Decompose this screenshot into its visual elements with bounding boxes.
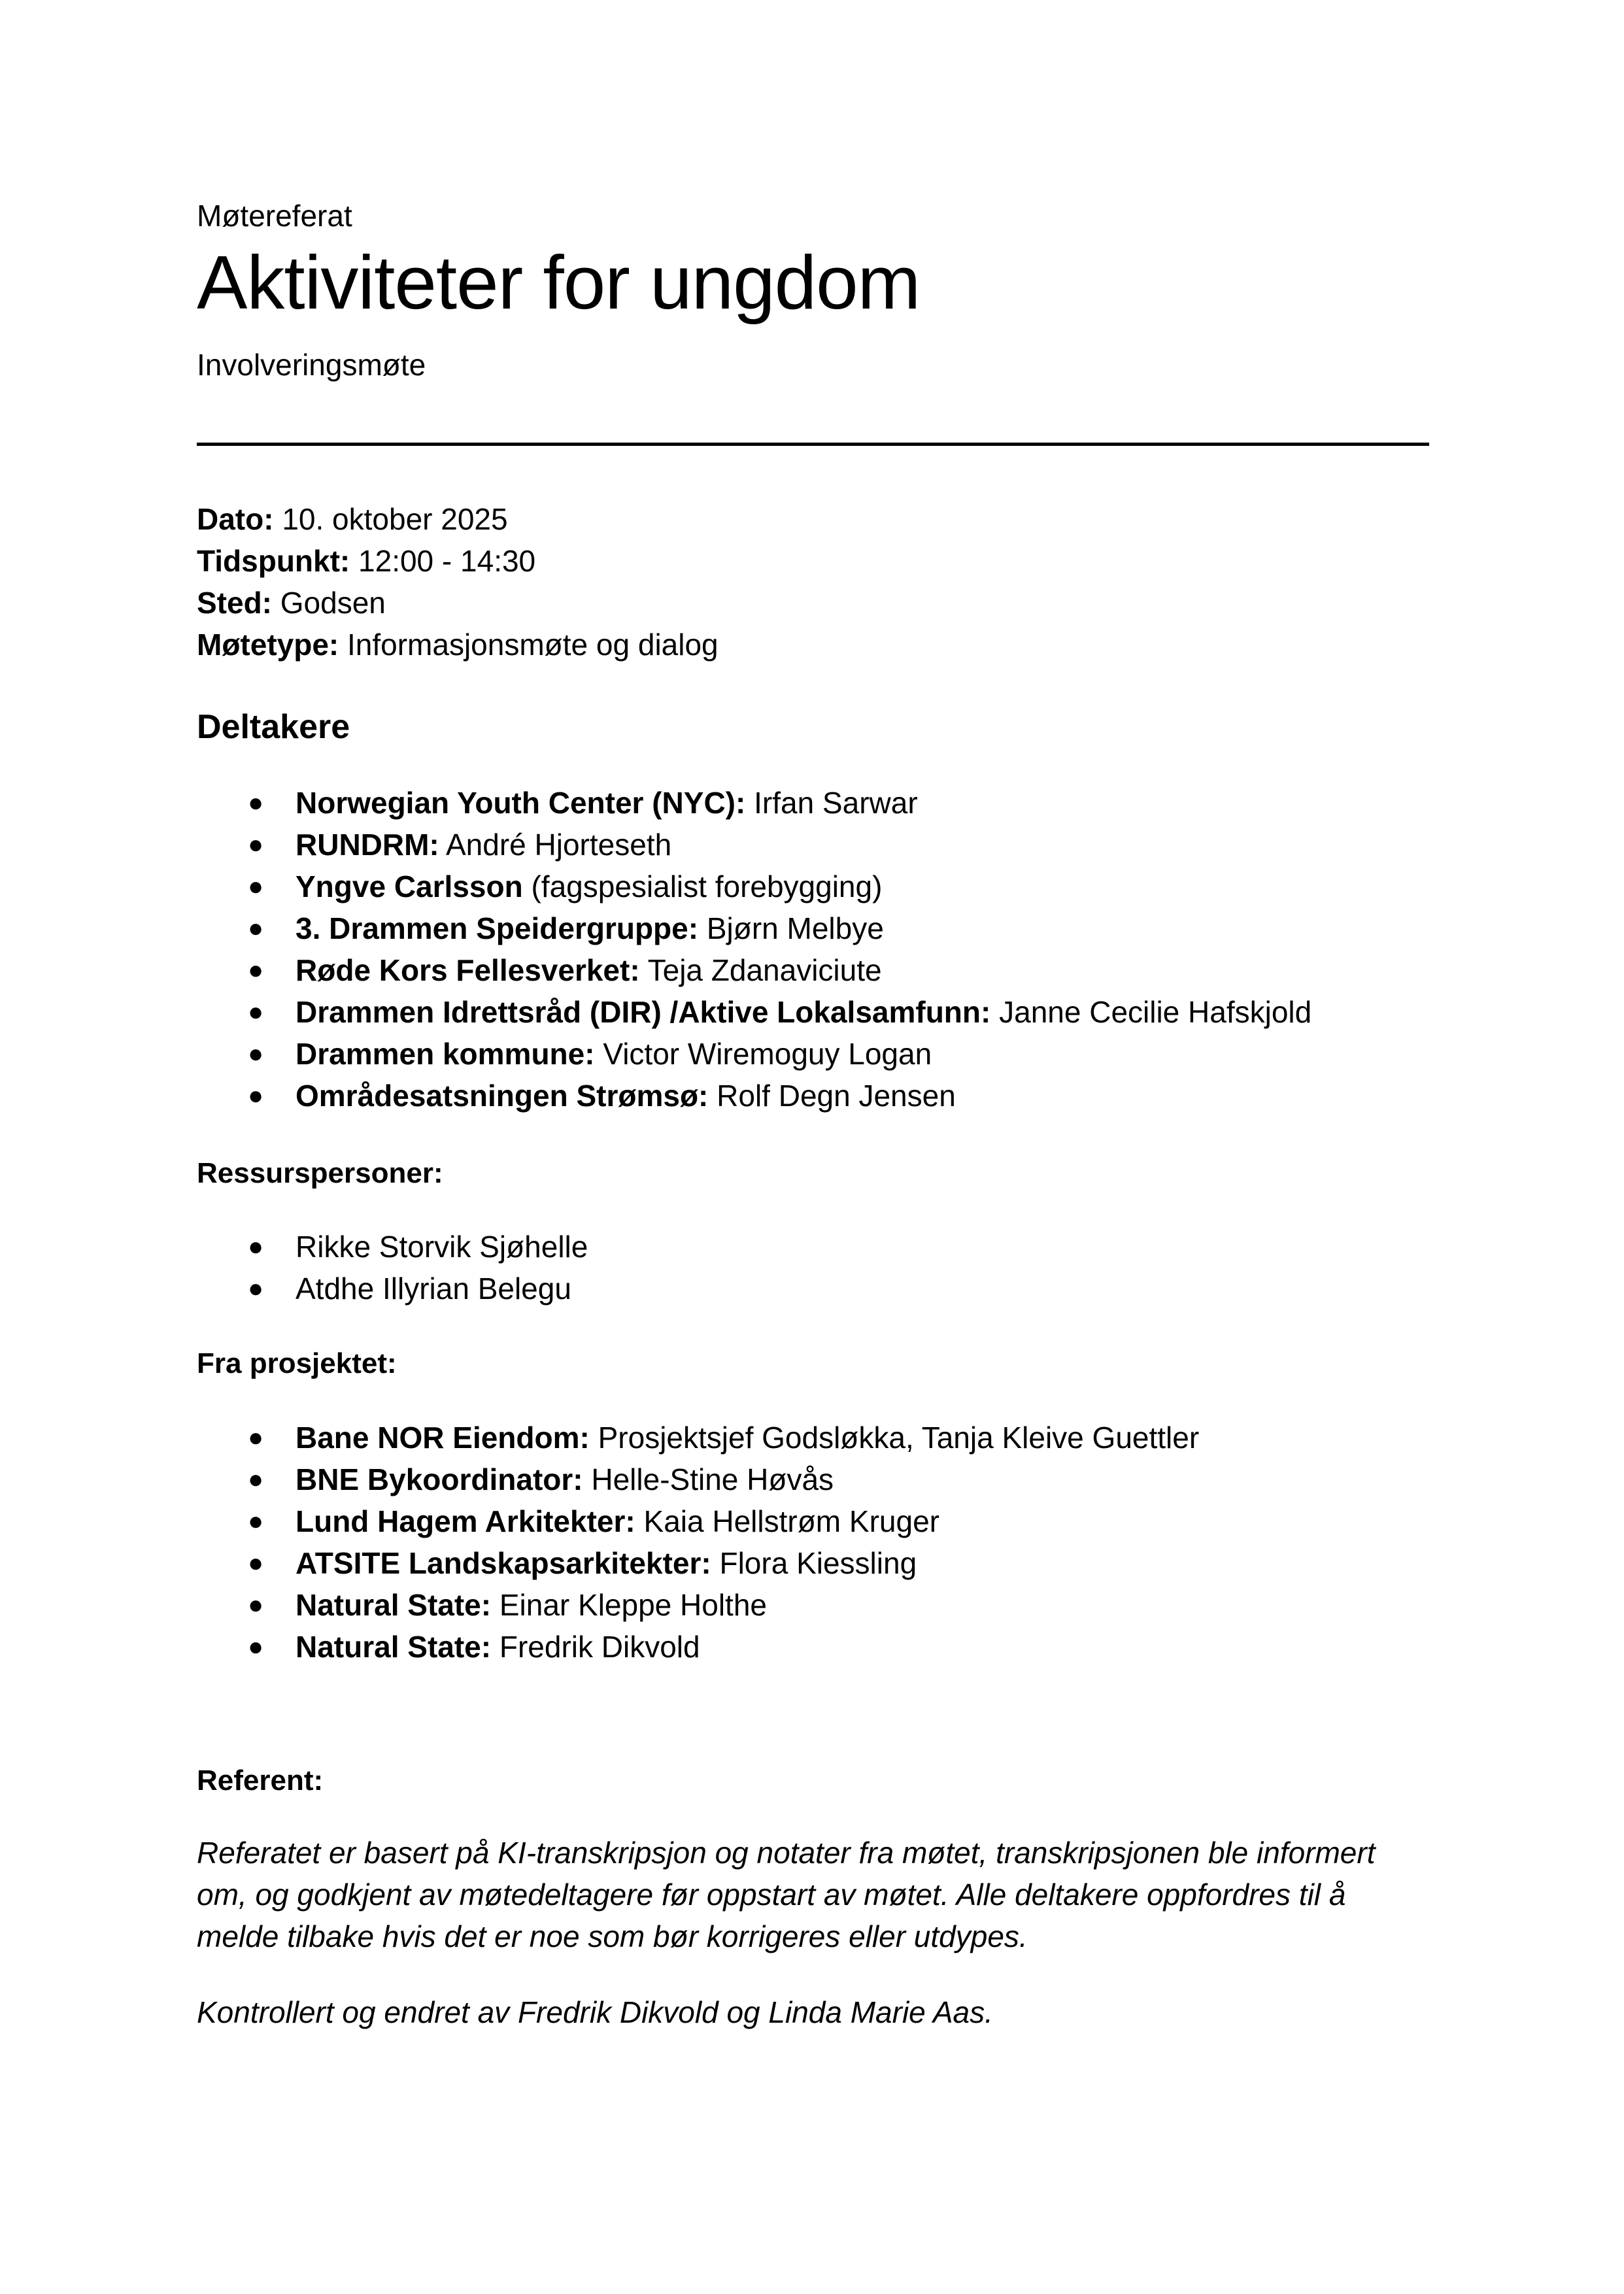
- bullet-icon: ●: [248, 1465, 264, 1494]
- meta-date-value: 10. oktober 2025: [282, 502, 508, 536]
- list-item: ● RUNDRM: André Hjorteseth: [197, 824, 1311, 866]
- bullet-icon: ●: [248, 914, 264, 943]
- bullet-icon: ●: [248, 1232, 264, 1261]
- bullet-icon: ●: [248, 956, 264, 985]
- meta-time-value: 12:00 - 14:30: [358, 544, 536, 578]
- referent-heading: Referent:: [197, 1764, 324, 1796]
- list-item: ● ATSITE Landskapsarkitekter: Flora Kiessling: [197, 1542, 1199, 1584]
- list-item: ● Natural State: Fredrik Dikvold: [197, 1626, 1199, 1668]
- meta-type-value: Informasjonsmøte og dialog: [347, 628, 719, 662]
- bullet-icon: ●: [248, 1507, 264, 1536]
- project-heading: Fra prosjektet:: [197, 1347, 397, 1379]
- list-item: ● Drammen kommune: Victor Wiremoguy Logan: [197, 1033, 1311, 1075]
- referent-note: Referatet er basert på KI-transkripsjon og notater fra møtet, transkripsjonen ble informert om, og godkjent av møtedeltagere før oppstart av møtet. Alle deltakere oppfordres til å melde tilbake hvis det er noe som bør korrigeres eller utdypes.: [197, 1836, 1376, 1953]
- document-subtitle: Involveringsmøte: [197, 348, 426, 382]
- list-item: ● Yngve Carlsson (fagspesialist forebygging): [197, 866, 1311, 907]
- list-item: ● Områdesatsningen Strømsø: Rolf Degn Jensen: [197, 1075, 1311, 1117]
- list-item: ● Natural State: Einar Kleppe Holthe: [197, 1584, 1199, 1626]
- horizontal-divider: [197, 443, 1429, 446]
- bullet-icon: ●: [248, 1632, 264, 1661]
- resource-persons-heading: Ressurspersoner:: [197, 1157, 443, 1189]
- list-item: ● 3. Drammen Speidergruppe: Bjørn Melbye: [197, 907, 1311, 949]
- bullet-icon: ●: [248, 1591, 264, 1619]
- meeting-metadata: [197, 498, 719, 666]
- meta-place-value: Godsen: [280, 586, 386, 620]
- participants-heading: Deltakere: [197, 708, 350, 746]
- bullet-icon: ●: [248, 1039, 264, 1068]
- bullet-icon: ●: [248, 998, 264, 1026]
- list-item: ● Drammen Idrettsråd (DIR) /Aktive Lokalsamfunn: Janne Cecilie Hafskjold: [197, 991, 1311, 1033]
- list-item: ● Rikke Storvik Sjøhelle: [197, 1226, 588, 1268]
- bullet-icon: ●: [248, 1549, 264, 1577]
- list-item: ● Bane NOR Eiendom: Prosjektsjef Godsløkka, Tanja Kleive Guettler: [197, 1417, 1199, 1459]
- meta-type-label: Møtetype:: [197, 628, 339, 662]
- document-kind: Møtereferat: [197, 199, 352, 233]
- meta-type: [197, 624, 719, 666]
- bullet-icon: ●: [248, 830, 264, 859]
- list-item: ● Lund Hagem Arkitekter: Kaia Hellstrøm Kruger: [197, 1500, 1199, 1542]
- bullet-icon: ●: [248, 1423, 264, 1452]
- document-title: Aktiviteter for ungdom: [197, 240, 921, 325]
- bullet-icon: ●: [248, 1081, 264, 1110]
- meta-place: [197, 582, 719, 624]
- meta-date-label: Dato:: [197, 502, 274, 536]
- list-item: ● BNE Bykoordinator: Helle-Stine Høvås: [197, 1459, 1199, 1500]
- list-item: ● Røde Kors Fellesverket: Teja Zdanaviciute: [197, 949, 1311, 991]
- controlled-by-note: Kontrollert og endret av Fredrik Dikvold og Linda Marie Aas.: [197, 1995, 993, 2029]
- project-list: [197, 1417, 1199, 1668]
- resource-persons-list: [197, 1226, 588, 1309]
- list-item: ● Norwegian Youth Center (NYC): Irfan Sarwar: [197, 782, 1311, 824]
- bullet-icon: ●: [248, 872, 264, 901]
- meta-place-label: Sted:: [197, 586, 272, 620]
- participants-list: [197, 782, 1311, 1117]
- meta-date: [197, 498, 719, 540]
- meta-time: [197, 540, 719, 582]
- meta-time-label: Tidspunkt:: [197, 544, 350, 578]
- bullet-icon: ●: [248, 788, 264, 817]
- list-item: ● Atdhe Illyrian Belegu: [197, 1268, 588, 1309]
- bullet-icon: ●: [248, 1274, 264, 1303]
